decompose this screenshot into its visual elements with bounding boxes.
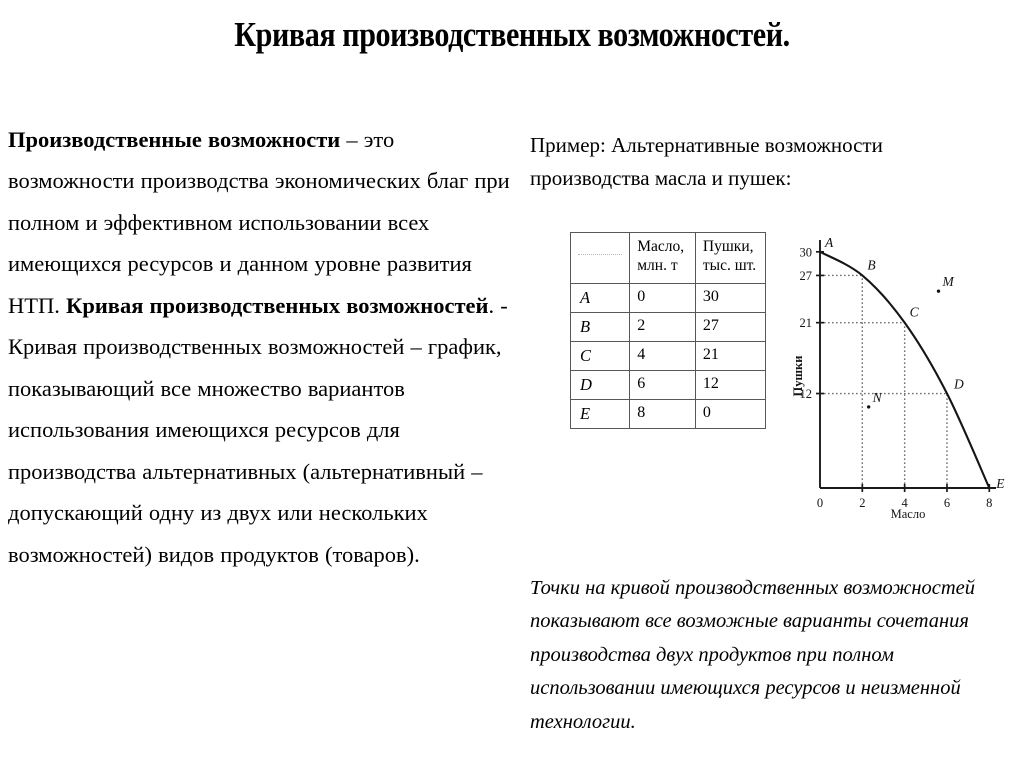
annotation-label-n: N	[872, 389, 882, 405]
curve-point-label-e: E	[996, 476, 1005, 491]
table-cell-guns: 21	[695, 342, 765, 371]
table-cell-key: C	[571, 342, 630, 371]
table-cell-key: B	[571, 313, 630, 342]
annotation-label-m: M	[942, 274, 954, 290]
y-tick-label: 12	[799, 387, 812, 402]
x-tick-label: 2	[859, 496, 866, 510]
table-header	[571, 233, 766, 284]
curve-point-label-d: D	[953, 376, 964, 392]
caption-block	[530, 551, 1010, 760]
table-row	[571, 400, 766, 429]
chart-point-labels	[824, 235, 1005, 491]
x-tick-label: 6	[943, 496, 951, 510]
table-cell-butter: 0	[630, 284, 696, 313]
chart-tick-marks	[816, 252, 989, 492]
table-cell-key: E	[571, 400, 630, 429]
y-axis-title: Пушки	[791, 355, 805, 397]
table-body	[571, 284, 766, 429]
table-cell-guns: 27	[695, 313, 765, 342]
y-tick-label: 27	[799, 268, 812, 283]
table-cell-butter: 8	[630, 400, 696, 429]
curve-point-label-a: A	[825, 234, 834, 250]
table-cell-guns: 12	[695, 371, 765, 400]
y-tick-label: 30	[799, 245, 812, 260]
table-cell-butter: 2	[630, 313, 696, 342]
definition-paragraph	[8, 119, 514, 576]
curve-point-label-c: C	[909, 304, 919, 320]
table-row	[571, 342, 766, 371]
definition-body-second: . - Кривая производственных возможностей – график, показывающий все множество вариантов использования имеющихся ресурсов для производства альтернативных (альтернативный – допускающий одну из двух или нескольких возможностей) видов продуктов (товаров).	[8, 292, 508, 567]
x-tick-label: 8	[986, 496, 993, 510]
annotation-marker-m	[937, 289, 940, 292]
x-axis-title: Масло	[890, 507, 926, 521]
table-cell-butter: 4	[630, 342, 696, 371]
header-butter-line1: Масло,	[637, 238, 685, 255]
table-cell-key: D	[571, 371, 630, 400]
header-guns-line2: тыс. шт.	[702, 257, 757, 274]
table-cell-butter: 6	[630, 371, 696, 400]
table-header-guns	[695, 233, 765, 284]
x-tick-label: 0	[816, 496, 824, 510]
chart-annotation-points	[867, 274, 955, 408]
table-header-row	[571, 233, 766, 284]
y-tick-label: 21	[799, 316, 812, 331]
annotation-marker-n	[867, 405, 870, 408]
table-header-corner	[571, 233, 630, 284]
table-header-butter	[630, 233, 696, 284]
alternatives-table	[570, 232, 766, 429]
table-row	[571, 284, 766, 313]
figure-block	[560, 228, 1024, 528]
table-cell-guns: 0	[695, 400, 765, 429]
left-text-column	[8, 96, 514, 598]
table-cell-key: A	[571, 284, 630, 313]
chart-guide-lines	[820, 275, 947, 488]
definition-term-primary: Производственные возможности	[8, 126, 341, 152]
ppf-curve	[820, 252, 989, 488]
table-row	[571, 371, 766, 400]
header-guns-line1: Пушки,	[702, 238, 754, 255]
table-row	[571, 313, 766, 342]
definition-term-secondary: Кривая производственных возможностей	[66, 292, 489, 318]
caption-text: Точки на кривой производственных возможностей показывают все возможные варианты сочетания производства двух продуктов при полном использовании имеющихся ресурсов и неизменной технологии.	[530, 576, 975, 733]
page-title: Кривая производственных возможностей.	[234, 15, 790, 54]
table-cell-guns: 30	[695, 284, 765, 313]
x-tick-label: 4	[901, 496, 908, 510]
right-text-column	[530, 108, 1020, 216]
definition-body-first: – это возможности производства экономических благ при полном и эффективном использовании всех имеющихся ресурсов и данном уровне развития НТП.	[8, 126, 510, 318]
header-butter-line2: млн. т	[637, 257, 678, 274]
curve-point-label-b: B	[867, 257, 876, 273]
example-intro-text: Пример: Альтернативные возможности производства масла и пушек:	[530, 133, 883, 190]
ppf-chart	[788, 226, 1022, 526]
dotted-placeholder-line	[578, 253, 622, 255]
